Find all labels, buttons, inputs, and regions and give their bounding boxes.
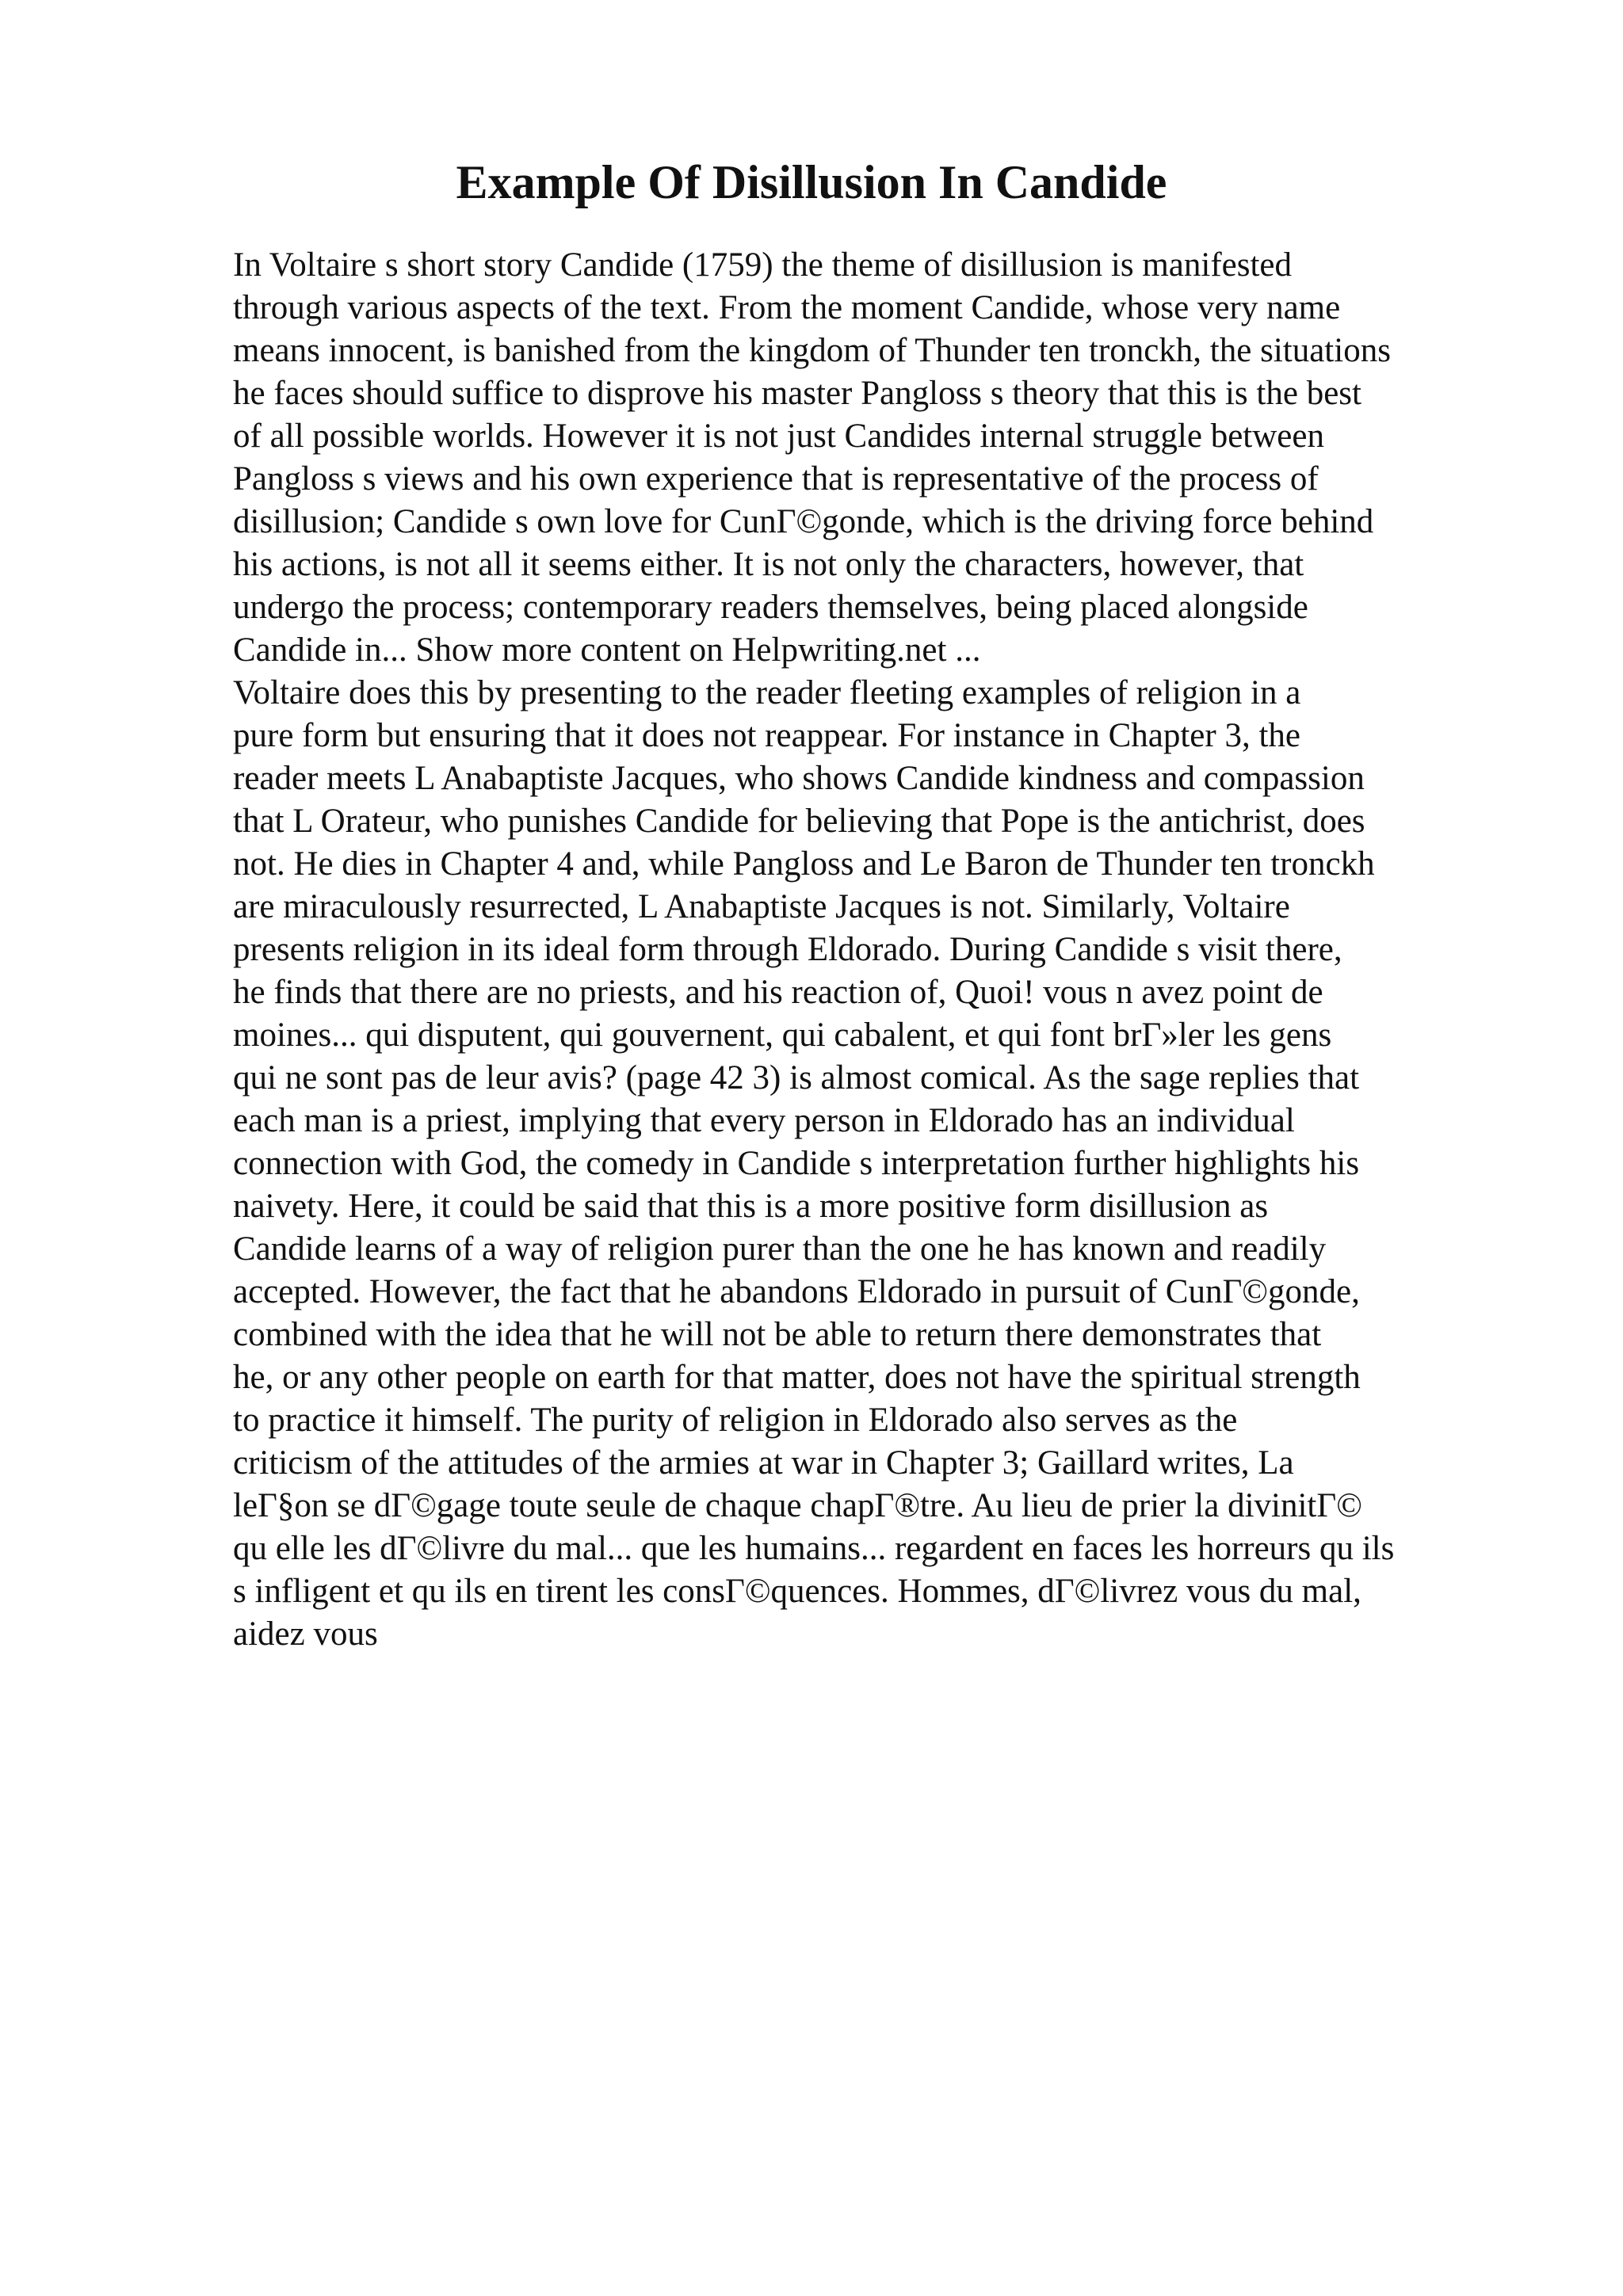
body-text-line: to practice it himself. The purity of religion in Eldorado also serves as the bbox=[233, 1402, 1238, 1439]
body-text-line: moines... qui disputent, qui gouvernent, qui cabalent, et qui font brΓ»ler les gens bbox=[233, 1016, 1332, 1054]
document-body bbox=[233, 244, 1533, 1656]
body-text-line: pure form but ensuring that it does not reappear. For instance in Chapter 3, the bbox=[233, 717, 1300, 754]
body-text-line: combined with the idea that he will not be able to return there demonstrates that bbox=[233, 1316, 1322, 1353]
body-text-line: each man is a priest, implying that every person in Eldorado has an individual bbox=[233, 1102, 1295, 1139]
body-text-line: aidez vous bbox=[233, 1615, 378, 1653]
body-text-line: not. He dies in Chapter 4 and, while Pangloss and Le Baron de Thunder ten tronckh bbox=[233, 845, 1375, 883]
body-text-line: s infligent et qu ils en tirent les consΓ©quences. Hommes, dΓ©livrez vous du mal, bbox=[233, 1573, 1361, 1610]
body-text-line: means innocent, is banished from the kingdom of Thunder ten tronckh, the situations bbox=[233, 332, 1391, 369]
body-text-line: reader meets L Anabaptiste Jacques, who shows Candide kindness and compassion bbox=[233, 760, 1365, 797]
body-text-line: criticism of the attitudes of the armies at war in Chapter 3; Gaillard writes, La bbox=[233, 1444, 1294, 1482]
body-text-line: presents religion in its ideal form through Eldorado. During Candide s visit there, bbox=[233, 931, 1342, 968]
body-text-line: qu elle les dΓ©livre du mal... que les humains... regardent en faces les horreurs qu ils bbox=[233, 1530, 1395, 1567]
body-text-line: connection with God, the comedy in Candide s interpretation further highlights his bbox=[233, 1145, 1360, 1182]
body-text-line: that L Orateur, who punishes Candide for believing that Pope is the antichrist, does bbox=[233, 803, 1365, 840]
body-text-line: naivety. Here, it could be said that this is a more positive form disillusion as bbox=[233, 1188, 1269, 1225]
body-text-line: leΓ§on se dΓ©gage toute seule de chaque chapΓ®tre. Au lieu de prier la divinitΓ© bbox=[233, 1487, 1362, 1524]
body-text-line: his actions, is not all it seems either. It is not only the characters, however, that bbox=[233, 546, 1304, 583]
body-text-line: disillusion; Candide s own love for CunΓ©gonde, which is the driving force behind bbox=[233, 503, 1374, 540]
body-text-line: undergo the process; contemporary readers themselves, being placed alongside bbox=[233, 589, 1308, 626]
body-text-line: he, or any other people on earth for that matter, does not have the spiritual strength bbox=[233, 1359, 1361, 1396]
body-text-line: of all possible worlds. However it is not just Candides internal struggle between bbox=[233, 418, 1324, 455]
body-text-line: Voltaire does this by presenting to the reader fleeting examples of religion in a bbox=[233, 674, 1301, 711]
body-text-line: Pangloss s views and his own experience that is representative of the process of bbox=[233, 460, 1319, 498]
document-title: Example Of Disillusion In Candide bbox=[456, 156, 1167, 208]
body-text-line: qui ne sont pas de leur avis? (page 42 3) is almost comical. As the sage replies that bbox=[233, 1059, 1360, 1097]
body-text-line: he faces should suffice to disprove his master Pangloss s theory that this is the best bbox=[233, 375, 1361, 412]
body-text-line: In Voltaire s short story Candide (1759) the theme of disillusion is manifested bbox=[233, 246, 1293, 284]
body-text-line: are miraculously resurrected, L Anabaptiste Jacques is not. Similarly, Voltaire bbox=[233, 888, 1290, 925]
body-text-line: through various aspects of the text. From the moment Candide, whose very name bbox=[233, 289, 1341, 326]
body-text-line: accepted. However, the fact that he abandons Eldorado in pursuit of CunΓ©gonde, bbox=[233, 1273, 1360, 1310]
body-text-line: Candide learns of a way of religion purer than the one he has known and readily bbox=[233, 1230, 1327, 1268]
body-text-line: he finds that there are no priests, and his reaction of, Quoi! vous n avez point de bbox=[233, 974, 1323, 1011]
body-text-line: Candide in... Show more content on Helpwriting.net ... bbox=[233, 631, 981, 669]
